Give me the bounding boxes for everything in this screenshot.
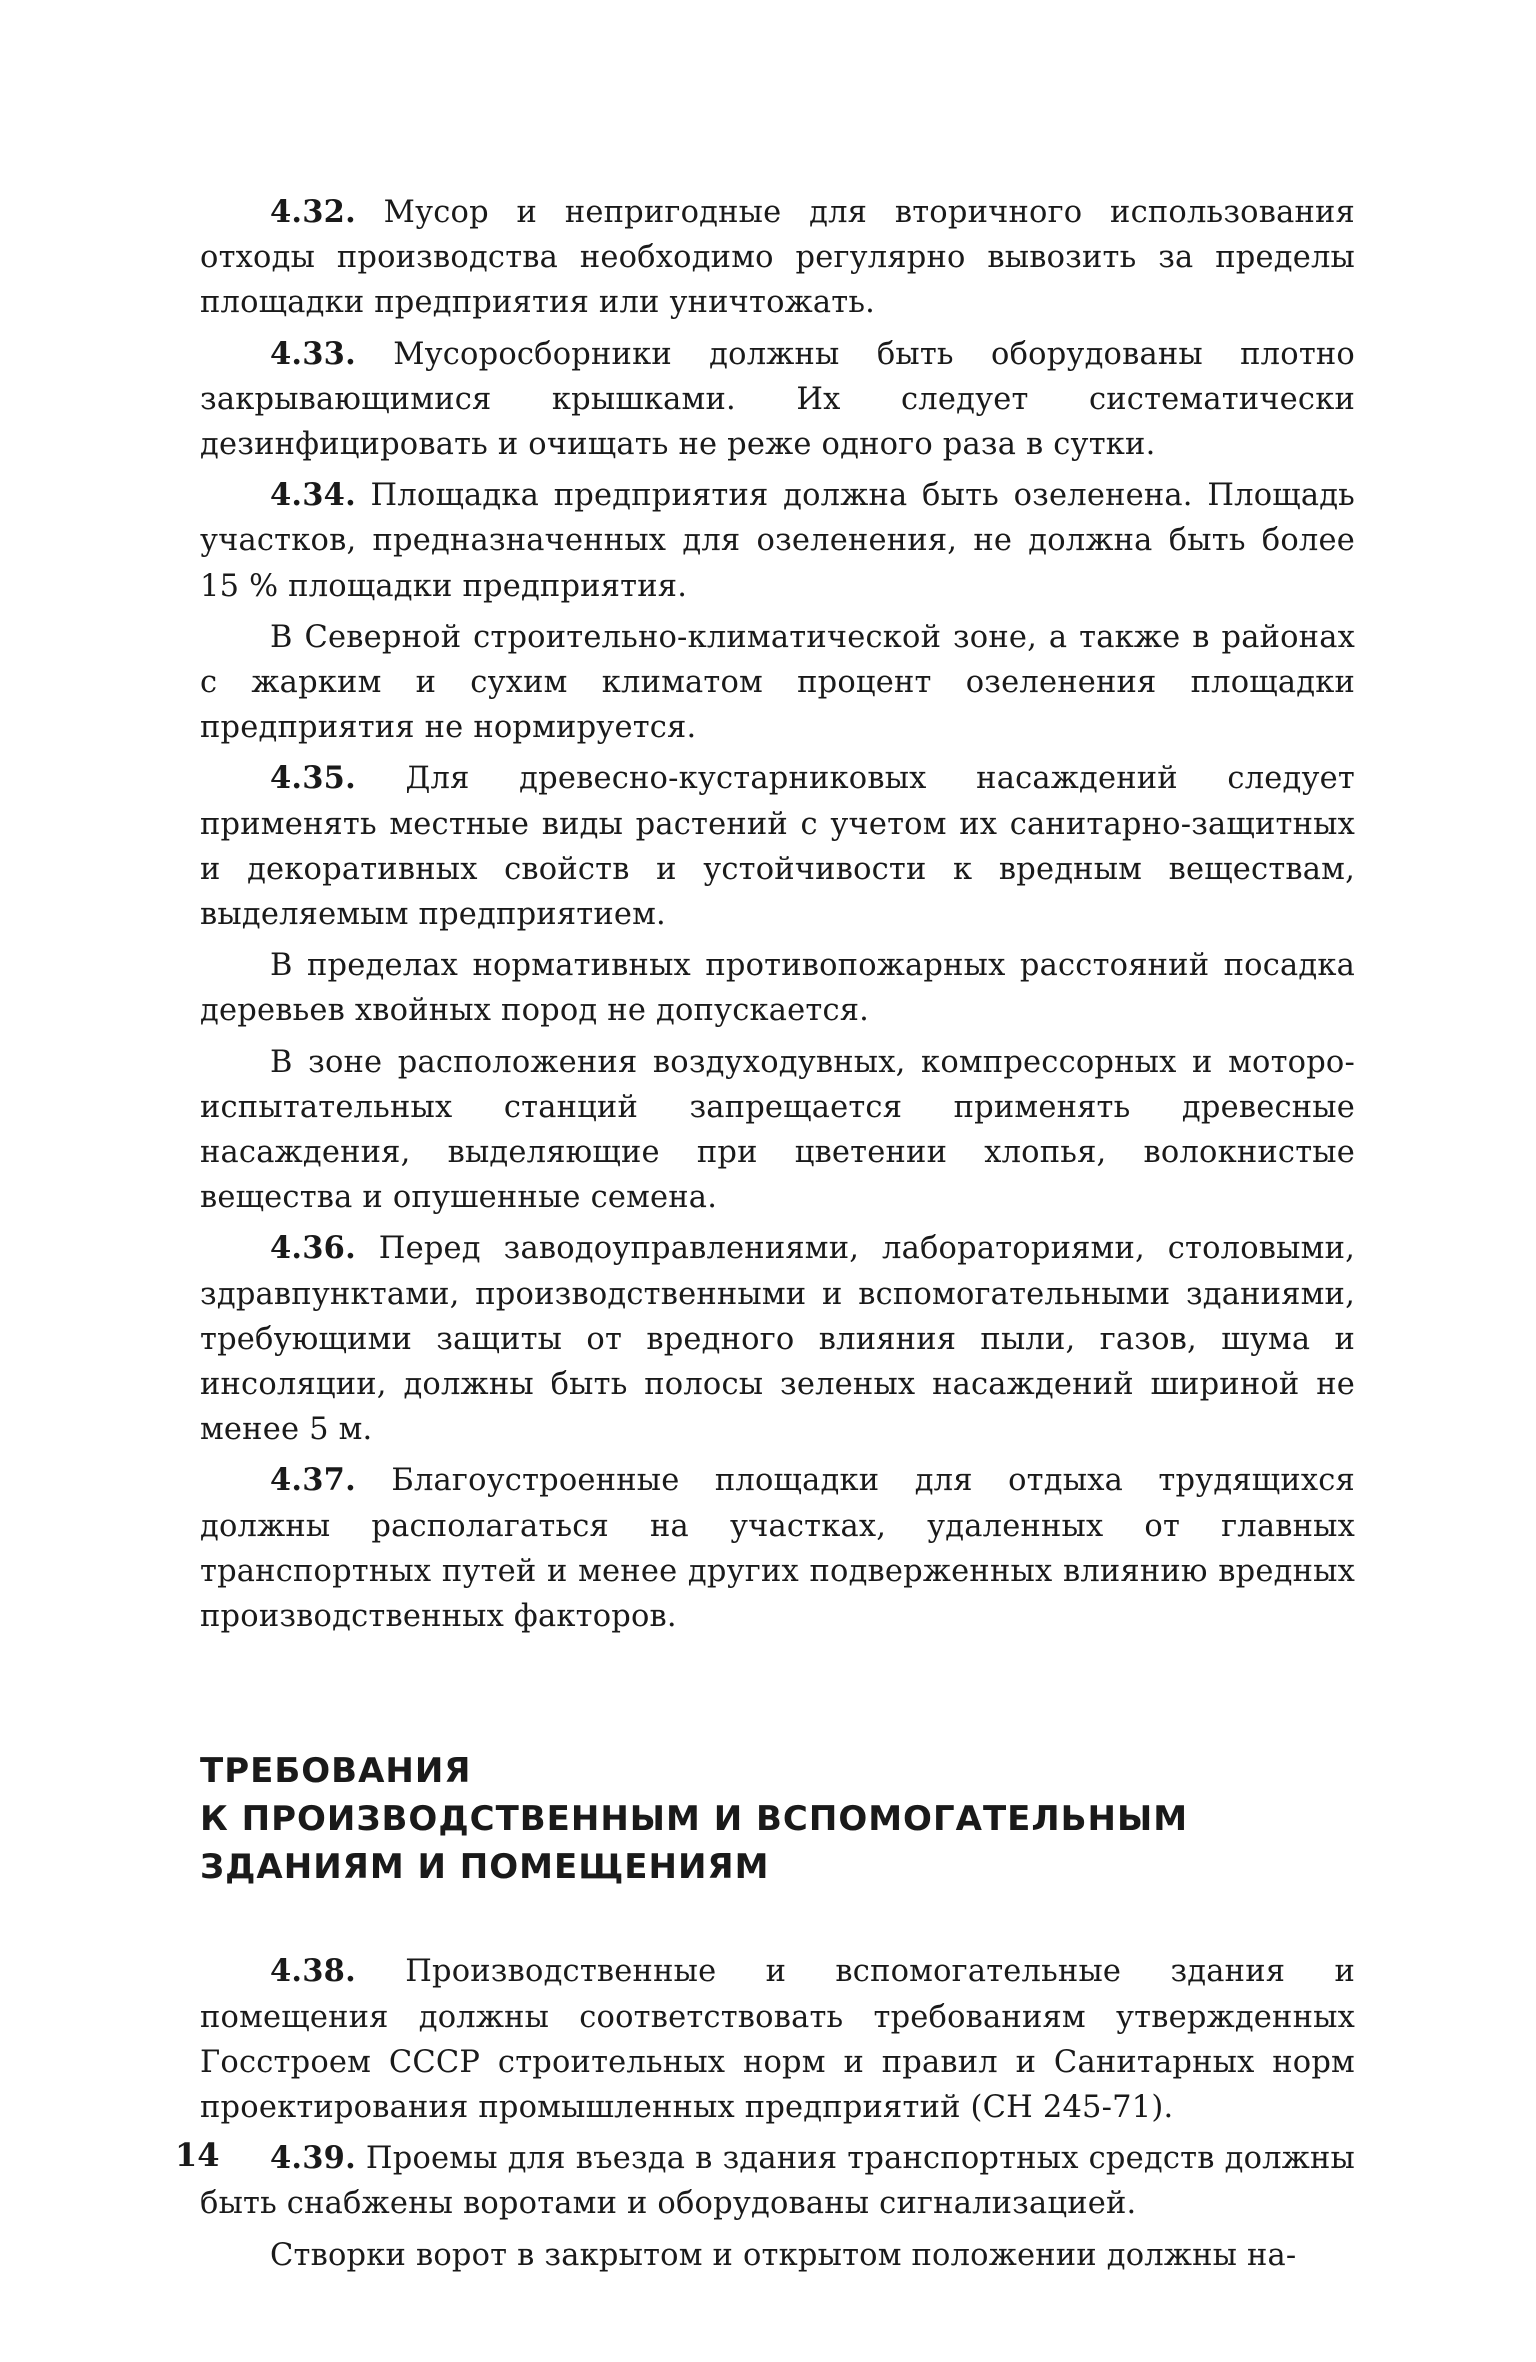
clause-number: 4.37. bbox=[270, 1462, 356, 1499]
clause-number: 4.33. bbox=[270, 335, 356, 372]
clause-number: 4.34. bbox=[270, 477, 356, 514]
paragraph-4-32 bbox=[200, 190, 1355, 326]
paragraph-4-37 bbox=[200, 1458, 1355, 1639]
paragraph-text: В пределах нормативных противопожарных расстояний посадка деревьев хвойных пород не допускается. bbox=[200, 948, 1355, 1029]
clause-number: 4.35. bbox=[270, 760, 356, 797]
paragraph-text: Для древесно-кустарниковых насаждений следует применять местные виды растений с учетом их санитарно-защитных и декоративных свойств и устойчивости к вредным веществам, выделяемым предприятием. bbox=[200, 761, 1355, 933]
paragraph-4-33 bbox=[200, 332, 1355, 468]
paragraph-text: В зоне расположения воздуходувных, компрессорных и моторо-испытательных станций запрещается применять древесные насаждения, выделяющие при цветении хлопья, волокнистые вещества и опушенные семена. bbox=[200, 1044, 1355, 1216]
paragraph-text: Мусоросборники должны быть оборудованы плотно закрывающимися крышками. Их следует систематически дезинфицировать и очищать не реже одного раза в сутки. bbox=[200, 336, 1355, 463]
paragraph-gate-leaves bbox=[200, 2233, 1355, 2278]
paragraph-4-38 bbox=[200, 1949, 1355, 2130]
clause-number: 4.39. bbox=[270, 2140, 356, 2177]
document-page bbox=[200, 190, 1355, 2278]
clause-number: 4.32. bbox=[270, 194, 356, 230]
paragraph-4-34 bbox=[200, 473, 1355, 609]
paragraph-text: Мусор и непригодные для вторичного использования отходы производства необходимо регулярно вывозить за пределы площадки предприятия или уничтожать. bbox=[200, 195, 1355, 321]
paragraph-station-zone bbox=[200, 1040, 1355, 1221]
page-number: 14 bbox=[175, 2136, 220, 2174]
clause-number: 4.38. bbox=[270, 1953, 356, 1990]
paragraph-text: Производственные и вспомогательные здания и помещения должны соответствовать требованиям утвержденных Госстроем СССР строительных норм и правил и Санитарных норм проектирования промышленных предприятий (СН 245-71). bbox=[200, 1954, 1355, 2125]
paragraph-4-35 bbox=[200, 756, 1355, 937]
paragraph-text: Площадка предприятия должна быть озеленена. Площадь участков, предназначенных для озеленения, не должна быть более 15 % площадки предприятия. bbox=[200, 478, 1355, 604]
paragraph-fire-distances bbox=[200, 943, 1355, 1033]
paragraph-text: Створки ворот в закрытом и открытом положении должны на- bbox=[270, 2237, 1297, 2273]
paragraph-text: Проемы для въезда в здания транспортных средств должны быть снабжены воротами и оборудованы сигнализацией. bbox=[200, 2141, 1355, 2222]
clause-number: 4.36. bbox=[270, 1230, 356, 1267]
section-heading-line: ТРЕБОВАНИЯ bbox=[200, 1751, 472, 1792]
paragraph-text: В Северной строительно-климатической зоне, а также в районах с жарким и сухим климатом процент озеленения площадки предприятия не нормируется. bbox=[200, 619, 1355, 746]
paragraph-text: Благоустроенные площадки для отдыха трудящихся должны располагаться на участках, удаленных от главных транспортных путей и менее других подверженных влиянию вредных производственных факторов. bbox=[200, 1463, 1355, 1635]
section-heading-line: К ПРОИЗВОДСТВЕННЫМ И ВСПОМОГАТЕЛЬНЫМ bbox=[200, 1799, 1189, 1840]
section-heading bbox=[200, 1747, 1355, 1891]
paragraph-northern-zone bbox=[200, 615, 1355, 751]
section-heading-line: ЗДАНИЯМ И ПОМЕЩЕНИЯМ bbox=[200, 1847, 770, 1888]
paragraph-4-36 bbox=[200, 1226, 1355, 1452]
paragraph-text: Перед заводоуправлениями, лабораториями, столовыми, здравпунктами, производственными и вспомогательными зданиями, требующими защиты от вредного влияния пыли, газов, шума и инсоляции, должны быть полосы зеленых насаждений шириной не менее 5 м. bbox=[200, 1231, 1355, 1448]
paragraph-4-39 bbox=[200, 2136, 1355, 2226]
